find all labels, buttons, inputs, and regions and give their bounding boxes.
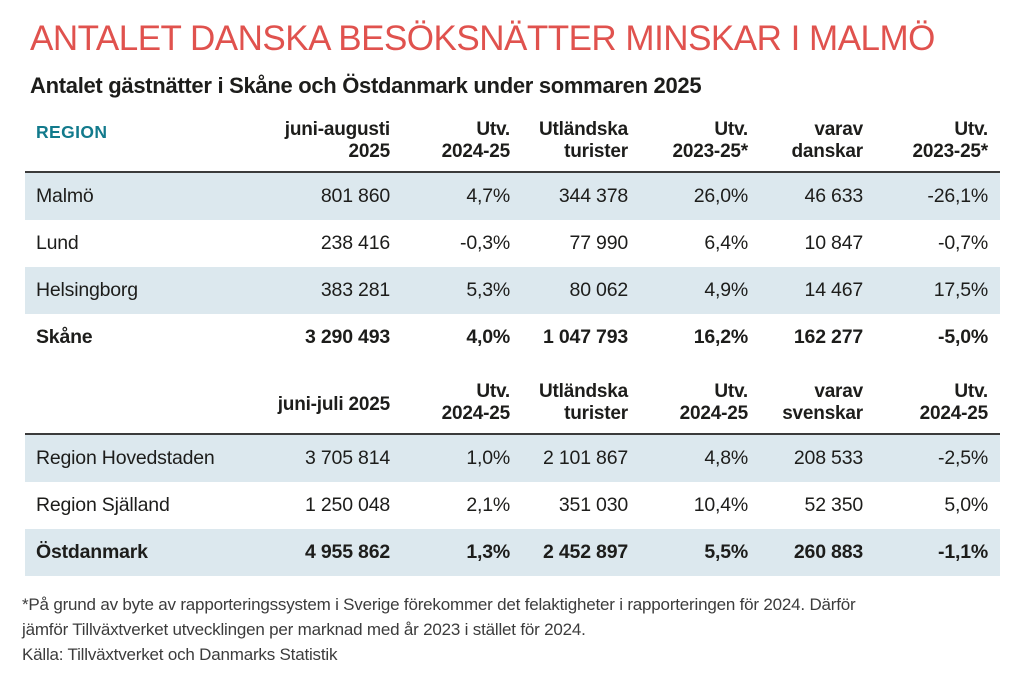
cell-value: 1,3%: [466, 540, 510, 563]
cell-value: 4,9%: [704, 278, 748, 301]
header-line: varav: [814, 380, 863, 402]
table-ostdanmark: [25, 361, 1000, 576]
cell-value: -5,0%: [938, 325, 988, 348]
header-utlandska-turister: [522, 109, 640, 171]
header-line: Utländska: [538, 118, 628, 140]
page-subtitle: Antalet gästnätter i Skåne och Östdanmark under sommaren 2025: [30, 72, 702, 98]
cell-region: Lund: [36, 231, 79, 254]
header-line: 2023-25*: [912, 141, 988, 163]
cell-value: 16,2%: [693, 325, 748, 348]
header-line: danskar: [791, 141, 863, 163]
header-line: Utv.: [954, 118, 988, 140]
cell-value: 351 030: [558, 493, 628, 516]
cell-value: 26,0%: [693, 184, 748, 207]
cell-value: 1,0%: [466, 446, 510, 469]
header-line: Utv.: [714, 380, 748, 402]
header-line: Utv.: [476, 380, 510, 402]
header-varav-svenskar: [760, 361, 875, 433]
cell-value: 4,7%: [466, 184, 510, 207]
cell-value: 80 062: [569, 278, 628, 301]
row-helsingborg: [25, 267, 1000, 314]
cell-value: 1 047 793: [543, 325, 628, 348]
cell-value: 5,3%: [466, 278, 510, 301]
header-line: juni-juli 2025: [277, 394, 390, 416]
cell-value: 10 847: [804, 231, 863, 254]
header-line: 2024-25: [441, 141, 510, 163]
cell-value: 344 378: [558, 184, 628, 207]
row-ostdanmark-total: [25, 529, 1000, 576]
header-utv-2024-25: [402, 361, 522, 433]
header-line: 2024-25: [441, 403, 510, 425]
header-utlandska-turister: [522, 361, 640, 433]
cell-value: 2 101 867: [543, 446, 628, 469]
header-region: REGION: [36, 122, 108, 143]
header-utv-2024-25: [875, 361, 1000, 433]
header-juni-juli-2025: [225, 361, 402, 433]
header-line: 2024-25: [679, 403, 748, 425]
cell-region: Skåne: [36, 325, 93, 348]
cell-value: 383 281: [320, 278, 390, 301]
cell-value: 1 250 048: [305, 493, 390, 516]
cell-value: 238 416: [320, 231, 390, 254]
footnote-line-1: *På grund av byte av rapporteringssystem i Sverige förekommer det felaktigheter i rapporteringen för 2024. Därför: [22, 594, 856, 614]
cell-value: 3 705 814: [305, 446, 390, 469]
header-varav-danskar: [760, 109, 875, 171]
cell-region: Helsingborg: [36, 278, 138, 301]
cell-value: 208 533: [793, 446, 863, 469]
cell-value: 52 350: [804, 493, 863, 516]
header-line: 2024-25: [919, 403, 988, 425]
cell-region: Malmö: [36, 184, 94, 207]
cell-value: 17,5%: [933, 278, 988, 301]
cell-region: Region Hovedstaden: [36, 446, 215, 469]
table-skane: [25, 109, 1000, 361]
source-line: Källa: Tillväxtverket och Danmarks Statistik: [22, 644, 338, 664]
footnote-line-2: jämför Tillväxtverket utvecklingen per marknad med år 2023 i stället för 2024.: [22, 619, 586, 639]
header-line: Utv.: [954, 380, 988, 402]
cell-value: -0,7%: [938, 231, 988, 254]
cell-value: 4,8%: [704, 446, 748, 469]
cell-value: 162 277: [793, 325, 863, 348]
page-title: ANTALET DANSKA BESÖKSNÄTTER MINSKAR I MALMÖ: [30, 19, 935, 58]
header-line: Utv.: [476, 118, 510, 140]
cell-value: 14 467: [804, 278, 863, 301]
cell-value: -2,5%: [938, 446, 988, 469]
row-skane-total: [25, 314, 1000, 361]
header-utv-2023-25: [640, 109, 760, 171]
header-line: 2025: [348, 141, 390, 163]
cell-value: 4,0%: [466, 325, 510, 348]
header-line: juni-augusti: [284, 118, 390, 140]
cell-value: 3 290 493: [305, 325, 390, 348]
header-utv-2024-25: [640, 361, 760, 433]
cell-region: Östdanmark: [36, 540, 148, 563]
cell-value: -0,3%: [460, 231, 510, 254]
header-line: Utländska: [538, 380, 628, 402]
table-skane-header-row: [25, 109, 1000, 171]
cell-value: 5,5%: [704, 540, 748, 563]
cell-value: 2 452 897: [543, 540, 628, 563]
table-ostdanmark-header-row: [25, 361, 1000, 433]
cell-value: 6,4%: [704, 231, 748, 254]
cell-value: 2,1%: [466, 493, 510, 516]
row-region-hovedstaden: [25, 435, 1000, 482]
header-utv-2024-25: [402, 109, 522, 171]
row-malmo: [25, 173, 1000, 220]
cell-value: 801 860: [320, 184, 390, 207]
header-juni-augusti-2025: [225, 109, 402, 171]
cell-value: 77 990: [569, 231, 628, 254]
cell-value: 260 883: [793, 540, 863, 563]
cell-value: 46 633: [804, 184, 863, 207]
footnote-block: [22, 592, 1024, 667]
cell-value: -1,1%: [938, 540, 988, 563]
cell-value: 4 955 862: [305, 540, 390, 563]
cell-value: 10,4%: [693, 493, 748, 516]
cell-value: 5,0%: [944, 493, 988, 516]
cell-value: -26,1%: [927, 184, 988, 207]
header-empty: [25, 361, 225, 433]
header-line: 2023-25*: [672, 141, 748, 163]
header-line: turister: [564, 403, 628, 425]
header-line: Utv.: [714, 118, 748, 140]
header-utv-2023-25: [875, 109, 1000, 171]
row-lund: [25, 220, 1000, 267]
row-region-sjalland: [25, 482, 1000, 529]
header-line: svenskar: [782, 403, 863, 425]
cell-region: Region Själland: [36, 493, 170, 516]
header-line: turister: [564, 141, 628, 163]
header-line: varav: [814, 118, 863, 140]
